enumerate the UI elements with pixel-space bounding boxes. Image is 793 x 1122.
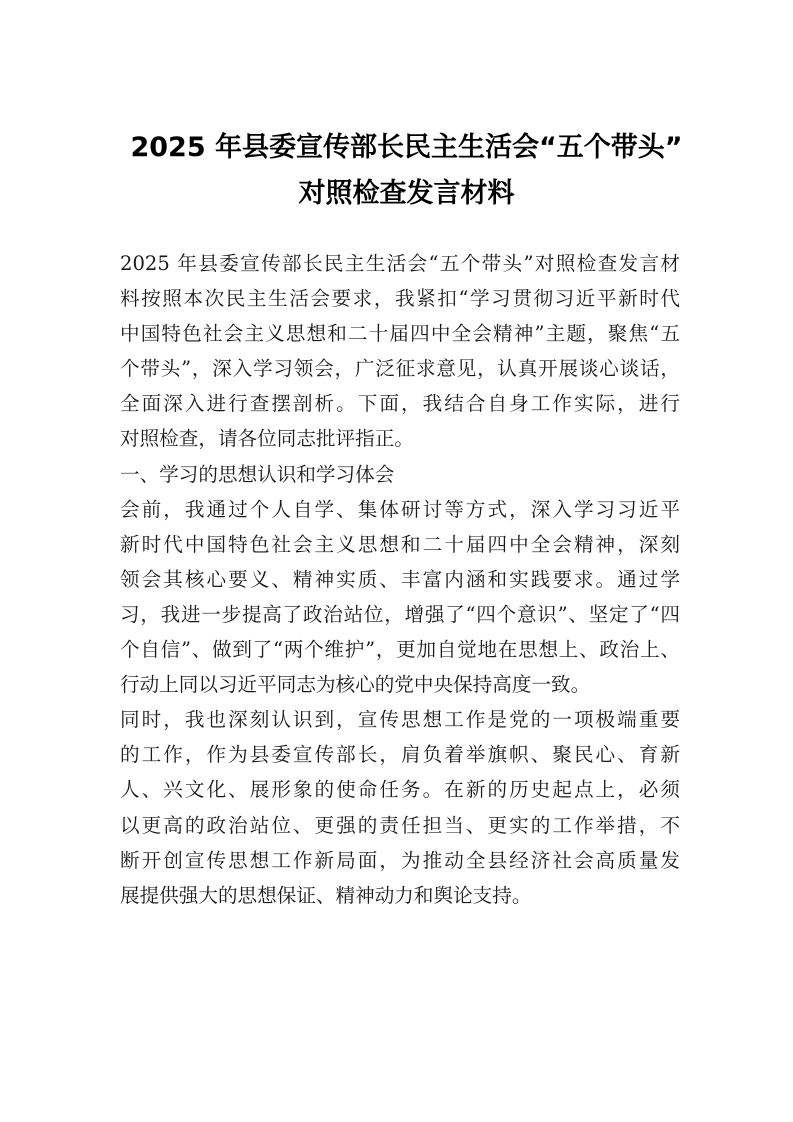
text-line: 人、兴文化、展形象的使命任务。在新的历史起点上，必须 (120, 778, 680, 802)
text-line: 习，我进一步提高了政治站位，增强了“四个意识”、坚定了“四 (120, 602, 680, 626)
document-title-line-2: 对照检查发言材料 (298, 178, 515, 209)
text-line: 行动上同以习近平同志为核心的党中央保持高度一致。 (120, 673, 591, 697)
text-line: 断开创宣传思想工作新局面，为推动全县经济社会高质量发 (120, 848, 680, 872)
text-line: 新时代中国特色社会主义思想和二十届四中全会精神，深刻 (120, 532, 680, 556)
text-line: 个自信”、做到了“两个维护”，更加自觉地在思想上、政治上、 (120, 638, 680, 662)
text-line: 展提供强大的思想保证、精神动力和舆论支持。 (120, 883, 532, 907)
text-line: 中国特色社会主义思想和二十届四中全会精神”主题，聚焦“五 (120, 322, 680, 346)
text-line: 领会其核心要义、精神实质、丰富内涵和实践要求。通过学 (120, 567, 680, 591)
text-line: 的工作，作为县委宣传部长，肩负着举旗帜、聚民心、育新 (120, 743, 680, 767)
text-line: 同时，我也深刻认识到，宣传思想工作是党的一项极端重要 (120, 708, 680, 732)
text-line: 以更高的政治站位、更强的责任担当、更实的工作举措，不 (120, 813, 680, 837)
paragraph-understanding (120, 702, 680, 913)
text-line: 2025 年县委宣传部长民主生活会“五个带头”对照检查发言材 (120, 252, 680, 275)
document-body (120, 246, 680, 913)
paragraph-intro (120, 246, 680, 457)
section-heading-text: 一、学习的思想认识和学习体会 (120, 462, 395, 486)
text-line: 料按照本次民主生活会要求，我紧扣“学习贯彻习近平新时代 (120, 287, 680, 311)
text-line: 会前，我通过个人自学、集体研讨等方式，深入学习习近平 (120, 497, 680, 521)
paragraph-study (120, 492, 680, 703)
text-line: 全面深入进行查摆剖析。下面，我结合自身工作实际，进行 (120, 392, 680, 416)
text-line: 对照检查，请各位同志批评指正。 (120, 427, 414, 451)
text-line: 个带头”，深入学习领会，广泛征求意见，认真开展谈心谈话， (120, 357, 680, 381)
section-heading (120, 457, 680, 492)
document-title-line-1: 2025 年县委宣传部长民主生活会“五个带头” (130, 132, 683, 163)
